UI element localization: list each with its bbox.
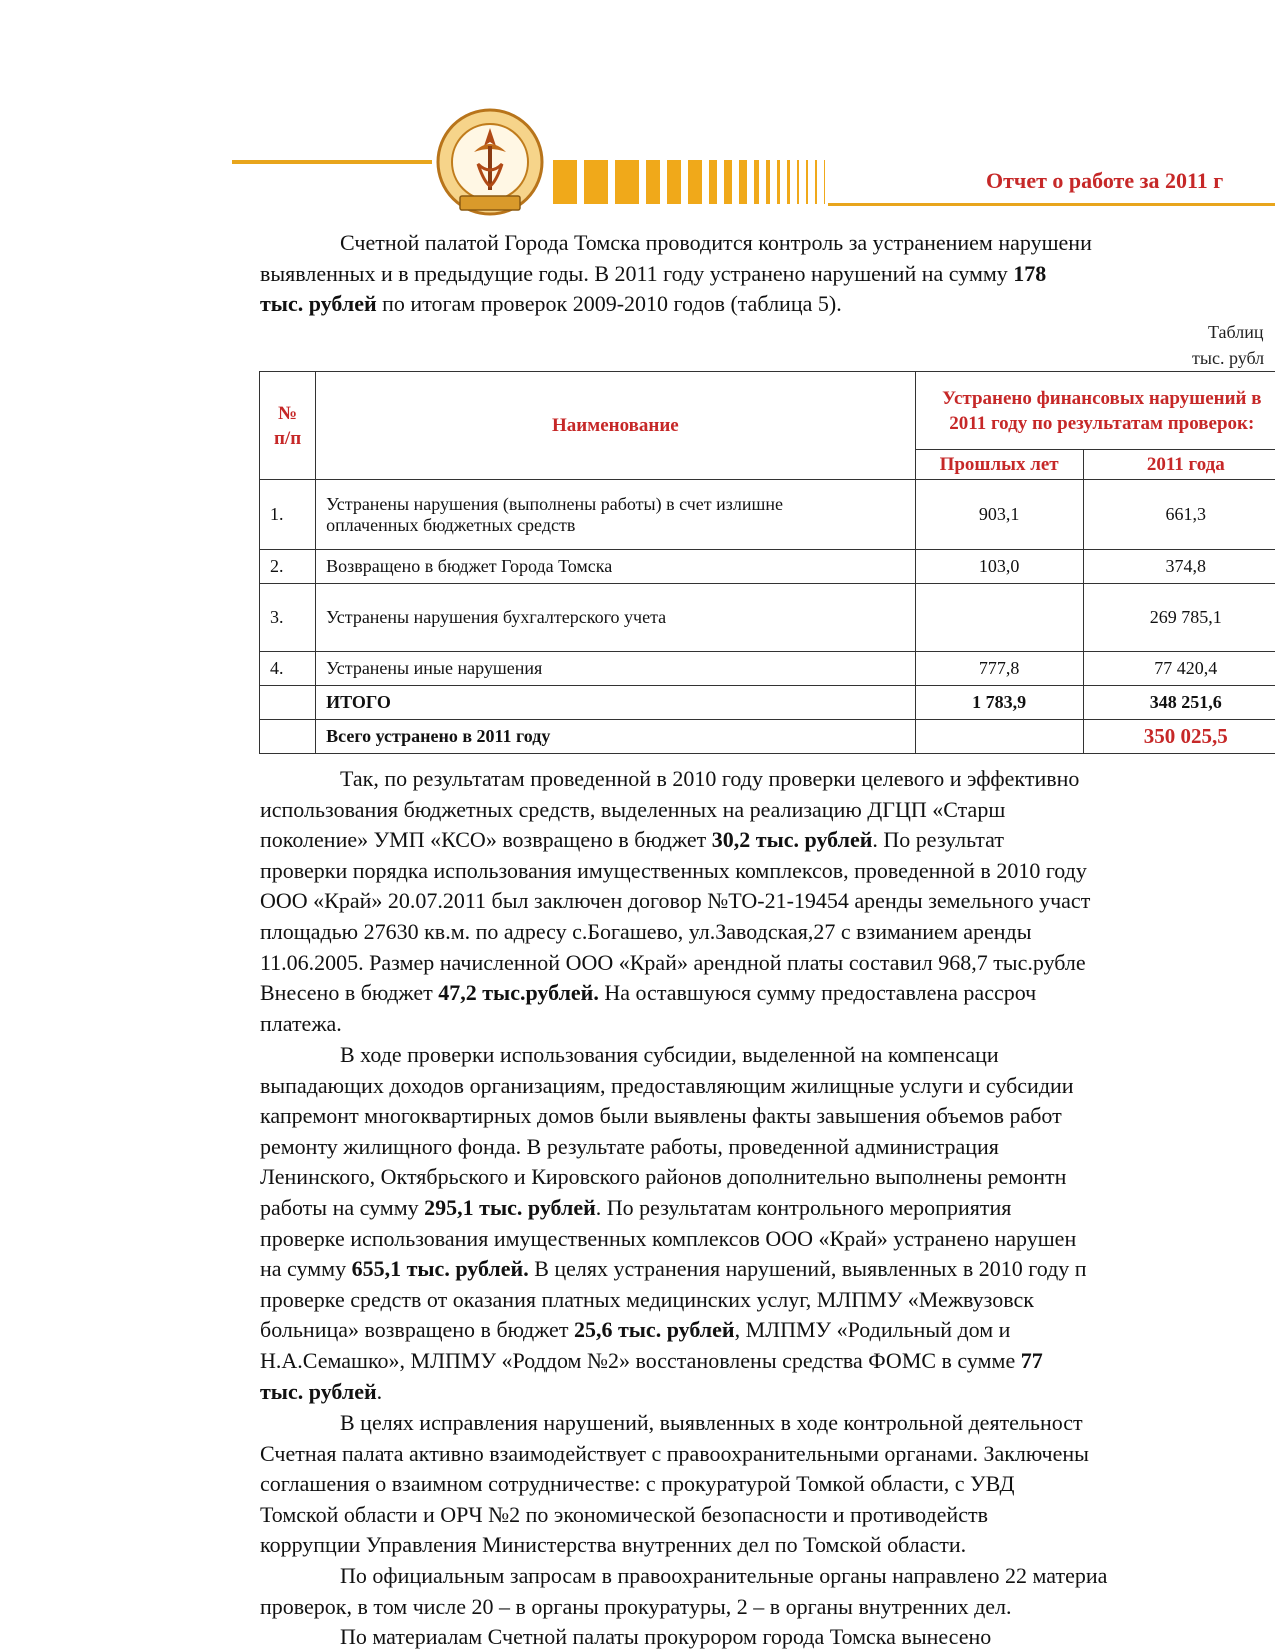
p2-line-9: проверке средств от оказания платных медицинских услуг, МЛПМУ «Межвузовск: [260, 1286, 1034, 1312]
p3-line-1: В целях исправления нарушений, выявленных в ходе контрольной деятельност: [340, 1410, 1083, 1435]
p1-line-3: поколение» УМП «КСО» возвращено в бюджет 30,2 тыс. рублей. По результат: [260, 827, 1004, 853]
grand-name: Всего устранено в 2011 году: [316, 720, 915, 754]
violations-table: [259, 371, 1275, 754]
p1-line-6: площадью 27630 кв.м. по адресу с.Богашево, ул.Заводская,27 с взиманием аренды: [260, 918, 1032, 944]
intro-line-1: Счетной палатой Города Томска проводится контроль за устранением нарушени: [340, 230, 1092, 255]
header-decor-bars: [553, 160, 825, 204]
paragraph-4: [260, 1561, 1275, 1622]
p1-line-2: использования бюджетных средств, выделенных на реализацию ДГЦП «Старш: [260, 796, 1006, 822]
p2-line-12: тыс. рублей.: [260, 1378, 383, 1404]
row-2-current: 374,8: [1083, 550, 1275, 584]
report-title: Отчет о работе за 2011 г: [986, 168, 1224, 193]
intro-line-3: тыс. рублей по итогам проверок 2009-2010 годов (таблица 5).: [260, 291, 842, 317]
row-3-num: 3.: [260, 584, 316, 652]
row-3-name: Устранены нарушения бухгалтерского учета: [316, 584, 915, 652]
row-3-current: 269 785,1: [1083, 584, 1275, 652]
row-2-past: 103,0: [915, 550, 1083, 584]
paragraph-3: [260, 1408, 1275, 1561]
header-rule-left: [232, 160, 432, 164]
table-caption-label: Таблиц: [1208, 322, 1264, 342]
p4-line-2: проверок, в том числе 20 – в органы прокуратуры, 2 – в органы внутренних дел.: [260, 1593, 1012, 1619]
row-4-current: 77 420,4: [1083, 652, 1275, 686]
table-row: [260, 652, 1275, 686]
p1-line-5: ООО «Край» 20.07.2011 был заключен договор №ТО-21-19454 аренды земельного участ: [260, 888, 1091, 914]
grand-current: 350 025,5: [1083, 720, 1275, 754]
row-4-name: Устранены иные нарушения: [316, 652, 915, 686]
p5-line-1: По материалам Счетной палаты прокурором города Томска вынесено: [340, 1624, 992, 1649]
paragraph-5: [260, 1622, 1275, 1650]
grand-total-row: [260, 720, 1275, 754]
total-row: [260, 686, 1275, 720]
table-caption-units: тыс. рубл: [1192, 348, 1265, 368]
p1-line-4: проверки порядка использования имущественных комплексов, проведенной в 2010 году: [260, 857, 1087, 883]
row-1-num: 1.: [260, 480, 316, 550]
emblem-logo-icon: [430, 106, 550, 220]
p2-line-1: В ходе проверки использования субсидии, выделенной на компенсаци: [340, 1042, 999, 1067]
table-row: [260, 584, 1275, 652]
row-1-past: 903,1: [915, 480, 1083, 550]
row-4-past: 777,8: [915, 652, 1083, 686]
table-row: [260, 550, 1275, 584]
intro-line-2: выявленных и в предыдущие годы. В 2011 году устранено нарушений на сумму 178: [260, 260, 1047, 286]
header-past-years: Прошлых лет: [915, 450, 1083, 480]
p2-line-10: больница» возвращено в бюджет 25,6 тыс. рублей, МЛПМУ «Родильный дом и: [260, 1317, 1011, 1343]
grand-past: [915, 720, 1083, 754]
header-current-year: 2011 года: [1083, 450, 1275, 480]
header-name: Наименование: [316, 372, 915, 480]
p3-line-4: Томской области и ОРЧ №2 по экономической безопасности и противодейств: [260, 1501, 988, 1527]
p1-line-8: Внесено в бюджет 47,2 тыс.рублей. На оставшуюся сумму предоставлена рассроч: [260, 980, 1037, 1006]
p2-line-2: выпадающих доходов организациям, предоставляющим жилищные услуги и субсидии: [260, 1072, 1074, 1098]
header-group: Устранено финансовых нарушений в 2011 году по результатам проверок:: [915, 372, 1275, 450]
total-num: [260, 686, 316, 720]
row-2-name: Возвращено в бюджет Города Томска: [316, 550, 915, 584]
p3-line-2: Счетная палата активно взаимодействует с правоохранительными органами. Заключены: [260, 1440, 1089, 1466]
grand-num: [260, 720, 316, 754]
p2-line-6: работы на сумму 295,1 тыс. рублей. По результатам контрольного мероприятия: [260, 1194, 1012, 1220]
row-3-past: [915, 584, 1083, 652]
p3-line-3: соглашения о взаимном сотрудничестве: с прокуратурой Томкой области, с УВД: [260, 1471, 1015, 1497]
intro-paragraph: [260, 228, 1275, 320]
p2-line-4: ремонту жилищного фонда. В результате работы, проведенной администрация: [260, 1133, 999, 1159]
p2-line-5: Ленинского, Октябрьского и Кировского районов дополнительно выполнены ремонтн: [260, 1164, 1067, 1190]
table-row: [260, 480, 1275, 550]
p1-line-1: Так, по результатам проведенной в 2010 году проверки целевого и эффективно: [340, 766, 1080, 791]
total-current: 348 251,6: [1083, 686, 1275, 720]
row-1-current: 661,3: [1083, 480, 1275, 550]
p4-line-1: По официальным запросам в правоохранительные органы направлено 22 материа: [340, 1563, 1108, 1588]
p1-line-7: 11.06.2005. Размер начисленной ООО «Край» арендной платы составил 968,7 тыс.рубле: [260, 949, 1086, 975]
total-past: 1 783,9: [915, 686, 1083, 720]
p1-line-9: платежа.: [260, 1010, 342, 1036]
row-1-name: Устранены нарушения (выполнены работы) в счет излишне оплаченных бюджетных средств: [316, 480, 915, 550]
header-num: № п/п: [260, 372, 316, 480]
p2-line-11: Н.А.Семашко», МЛПМУ «Роддом №2» восстановлены средства ФОМС в сумме 77: [260, 1347, 1043, 1373]
paragraph-1: [260, 764, 1275, 1039]
total-name: ИТОГО: [316, 686, 915, 720]
paragraph-2: [260, 1040, 1275, 1407]
row-4-num: 4.: [260, 652, 316, 686]
p2-line-8: на сумму 655,1 тыс. рублей. В целях устранения нарушений, выявленных в 2010 году п: [260, 1256, 1087, 1282]
row-2-num: 2.: [260, 550, 316, 584]
p2-line-3: капремонт многоквартирных домов были выявлены факты завышения объемов работ: [260, 1103, 1062, 1129]
p2-line-7: проверке использования имущественных комплексов ООО «Край» устранено нарушен: [260, 1225, 1077, 1251]
p3-line-5: коррупции Управления Министерства внутренних дел по Томской области.: [260, 1532, 967, 1558]
header-rule-right: [828, 203, 1275, 206]
